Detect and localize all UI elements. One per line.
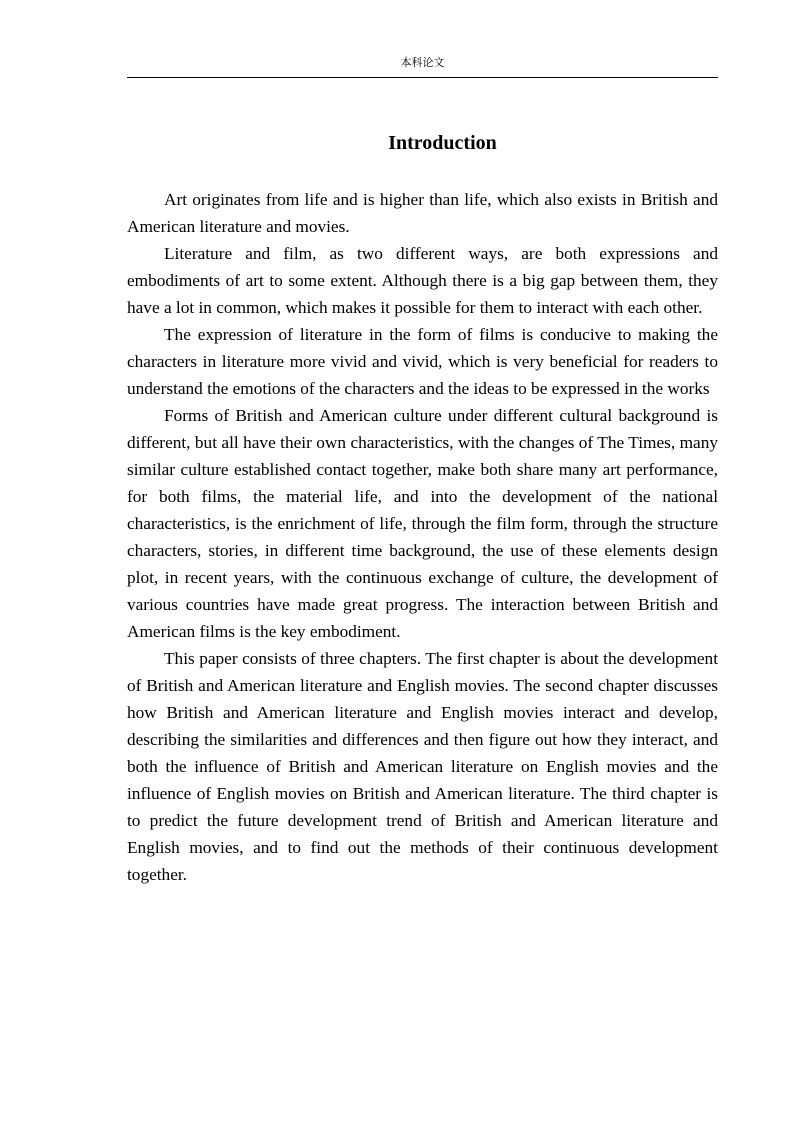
paragraph-3: The expression of literature in the form of films is conducive to making the characters in literature more vivid and vivid, which is very beneficial for readers to understand the emotions of the characters and the ideas to be expressed in the works xyxy=(127,325,718,398)
paragraph-4: Forms of British and American culture under different cultural background is different, but all have their own characteristics, with the changes of The Times, many similar culture established contact together, make both share many art performance, for both films, the material life, and into the development of the national characteristics, is the enrichment of life, through the film form, through the structure characters, stories, in different time background, the use of these elements design plot, in recent years, with the continuous exchange of culture, the development of various countries have made great progress. The interaction between British and American films is the key embodiment. xyxy=(127,406,718,641)
page-header xyxy=(127,56,718,78)
paragraph-1: Art originates from life and is higher than life, which also exists in British and American literature and movies. xyxy=(127,190,718,236)
header-text: 本科论文 xyxy=(400,56,445,69)
body-text xyxy=(127,186,718,888)
paragraph-5: This paper consists of three chapters. The first chapter is about the development of British and American literature and English movies. The second chapter discusses how British and American literature and English movies interact and develop, describing the similarities and differences and then figure out how they interact, and both the influence of British and American literature on English movies and the influence of English movies on British and American literature. The third chapter is to predict the future development trend of British and American literature and English movies, and to find out the methods of their continuous development together. xyxy=(127,649,718,884)
paragraph-2: Literature and film, as two different ways, are both expressions and embodiments of art to some extent. Although there is a big gap between them, they have a lot in common, which makes it possible for them to interact with each other. xyxy=(127,244,718,317)
section-title: Introduction xyxy=(388,132,497,154)
